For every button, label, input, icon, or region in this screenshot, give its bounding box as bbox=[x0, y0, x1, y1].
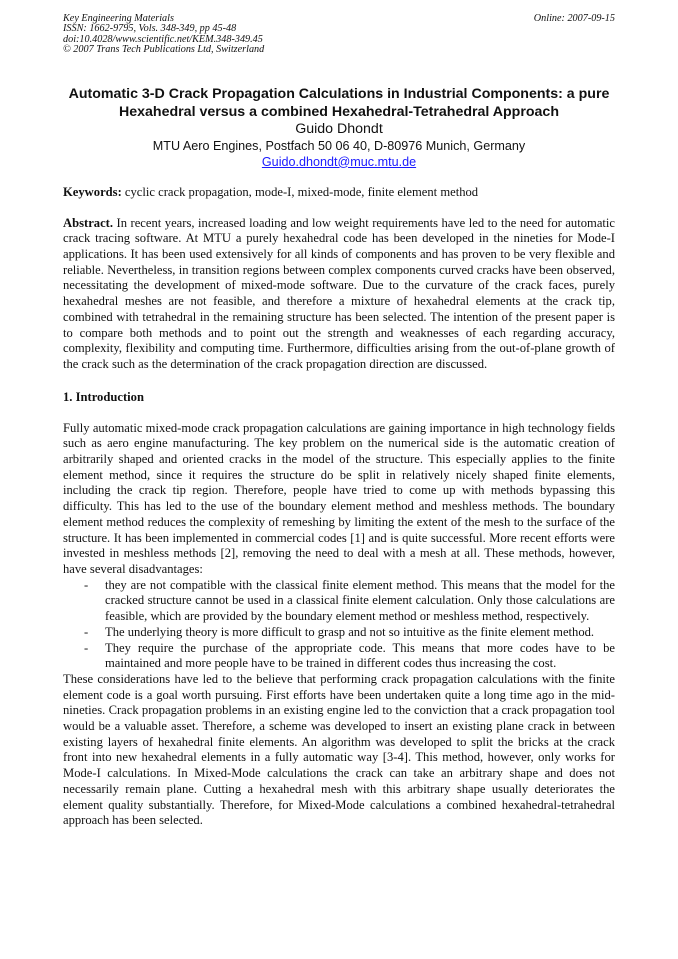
keywords bbox=[63, 184, 615, 200]
list-item bbox=[63, 625, 615, 641]
author-email bbox=[63, 154, 615, 170]
online-date: Online: 2007-09-15 bbox=[533, 13, 615, 24]
issn-line: ISSN: 1662-9795, Vols. 348-349, pp 45-48 bbox=[63, 23, 237, 35]
list-item-text: They require the purchase of the appropriate code. This means that more codes have to be maintained and more people have to be trained in different codes thus increasing the cost. bbox=[105, 640, 615, 671]
list-item-text: they are not compatible with the classical finite element method. This means that the model for the cracked structure cannot be used in a classical finite element calculation. Only those calculations are feasible, which are provided by the boundary element method or meshless method, respectively. bbox=[105, 577, 615, 624]
section-heading-introduction: 1. Introduction bbox=[63, 389, 144, 404]
bullet-dash: - bbox=[84, 640, 89, 655]
abstract bbox=[63, 216, 615, 373]
keywords-text: cyclic crack propagation, mode-I, mixed-mode, finite element method bbox=[121, 184, 479, 199]
list-item bbox=[63, 578, 615, 625]
journal-name: Key Engineering Materials bbox=[63, 13, 174, 24]
list-item-text: The underlying theory is more difficult to grasp and not so intuitive as the finite element method. bbox=[105, 624, 595, 639]
disadvantages-list bbox=[63, 578, 615, 672]
abstract-label: Abstract. bbox=[63, 215, 114, 230]
author-affiliation: MTU Aero Engines, Postfach 50 06 40, D-80976 Munich, Germany bbox=[152, 138, 526, 153]
copyright-line: © 2007 Trans Tech Publications Ltd, Switzerland bbox=[63, 44, 265, 56]
intro-paragraph-1: Fully automatic mixed-mode crack propagation calculations are gaining importance in high technology fields such as aero engine manufacturing. The key problem on the numerical side is the automatic creation of arbitrarily shaped and oriented cracks in the model of the structure. This especially applies to the finite element method, since it requires the structure do be split in relatively nicely shaped finite elements, including the crack tip region. Therefore, people have tried to come up with methods bypassing this difficulty. This has led to the use of the boundary element method and meshless methods. The boundary element method reduces the complexity of remeshing by limiting the extent of the mesh to the surface of the structure. It has been implemented in commercial codes [1] and is quite successful. More recent efforts were invested in meshless methods [2], removing the need to deal with a mesh at all. These methods, however, have several disadvantages: bbox=[63, 420, 615, 576]
bullet-dash: - bbox=[84, 577, 89, 592]
paper-title: Automatic 3-D Crack Propagation Calculations in Industrial Components: a pure Hexahedral versus a combined Hexahedral-Tetrahedral Approach bbox=[68, 85, 610, 120]
doi-line: doi:10.4028/www.scientific.net/KEM.348-349.45 bbox=[63, 33, 263, 45]
author-name: Guido Dhondt bbox=[295, 120, 383, 137]
bullet-dash: - bbox=[84, 624, 89, 639]
keywords-label: Keywords: bbox=[63, 184, 122, 199]
intro-paragraph-2: These considerations have led to the believe that performing crack propagation calculations with the finite element code is a goal worth pursuing. First efforts have been undertaken quite a long time ago in the mid-nineties. Crack propagation problems in an existing engine led to the conviction that a crack propagation tool would be a valuable asset. Therefore, a scheme was developed to insert an existing plane crack in between existing layers of hexahedral finite elements. An algorithm was developed to split the bricks at the crack front into new hexahedral elements in a fully automatic way [3-4]. This method, however, only works for Mode-I calculations. In Mixed-Mode calculations the crack can take an arbitrary shape and does not necessarily remain plane. Cutting a hexahedral mesh with this arbitrary shape usually deteriorates the element quality substantially. Therefore, for Mixed-Mode calculations a combined hexahedral-tetrahedral approach has been selected. bbox=[63, 671, 615, 828]
email-link[interactable]: Guido.dhondt@muc.mtu.de bbox=[261, 154, 417, 169]
list-item bbox=[63, 641, 615, 672]
abstract-text: In recent years, increased loading and low weight requirements have led to the need for automatic crack tracing software. At MTU a purely hexahedral code has been developed in the nineties for Mode-I applications. It has been used extensively for all kinds of components and has proven to be very flexible and reliable. Nevertheless, in transition regions between complex components curved cracks have been observed, necessitating the development of mixed-mode software. Due to the curvature of the crack faces, purely hexahedral meshes are not feasible, and therefore a mixture of hexahedral elements at the crack tip, combined with tetrahedral in the remaining structure has been selected. The intention of the present paper is to compare both methods and to point out the strength and weaknesses of each regarding accuracy, complexity, flexibility and computing time. Furthermore, difficulties arising from the out-of-plane growth of the crack such as the determination of the crack propagation direction are discussed. bbox=[63, 215, 615, 371]
paper-page bbox=[63, 14, 615, 829]
